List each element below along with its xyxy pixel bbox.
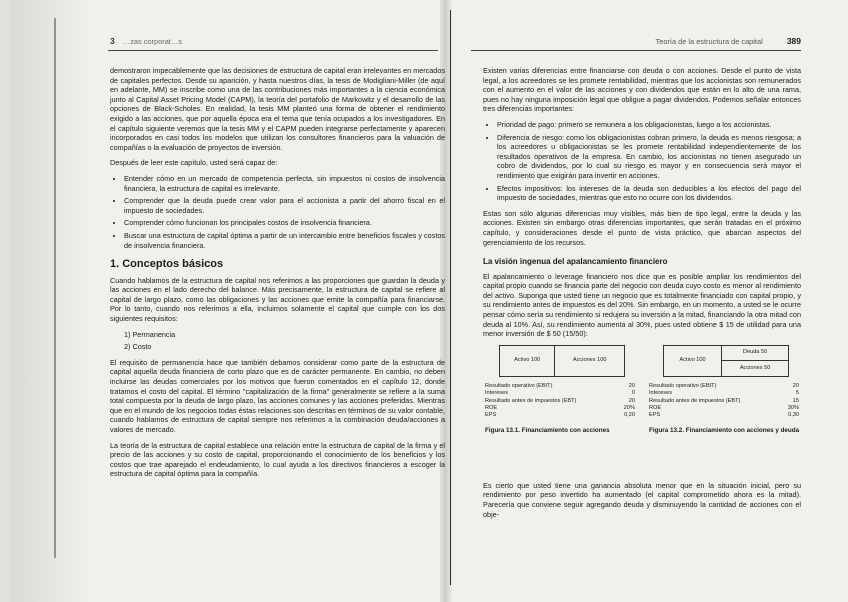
figure-13-2 (649, 345, 799, 436)
left-running-head (110, 36, 182, 46)
row-label: Resultado antes de impuestos (EBT) (485, 397, 577, 404)
paragraph: La teoría de la estructura de capital establece una relación entre la estructura de capital de la firma y el precio de las acciones y su costo de capital, proporcionando el conocimiento de los beneficios y los costos que trae aparejado el endeudamiento, lo cual ayuda a los directivos financieros a escoger la estructura de capital óptima para la compañía. (110, 440, 445, 479)
row-value: 15 (792, 397, 799, 404)
row-value: 5 (795, 390, 799, 397)
list-item: • Prioridad de pago: primero se remunera a los obligacionistas, luego a los accionistas. (497, 120, 801, 130)
table-row (485, 405, 635, 412)
paragraph: Después de leer este capítulo, usted será capaz de: (110, 158, 278, 168)
left-page (110, 0, 445, 602)
differences-list (483, 120, 801, 203)
section-heading: 1. Conceptos básicos (110, 258, 224, 271)
table-row (649, 398, 799, 405)
row-label: EPS (485, 412, 497, 419)
list-item: • Entender cómo en un mercado de competencia perfecta, sin impuestos ni costos de insolvencia financiera, la estructura de capital es irrelevante. (124, 174, 445, 193)
paragraph: El requisito de permanencia hace que también debamos considerar como parte de la estructura de capital aquella deuda financiera de corto plazo que es de carácter permanente. En cambio, no deben incluirse las deudas comerciales por los motivos que fueron comentados en el capítulo 12, donde tratamos el costo del capital. El término "capitalización de la firma" generalmente se refiere a la suma total compuesta por la deuda de largo plazo, las acciones comunes y las acciones preferidas. Mientras que en el mundo de los negocios todas éstas relaciones son descritas en términos de su valor contable, cuando hablamos de estructura de capital siempre nos referimos a la combinación deuda/acciones a valores de mercado. (110, 357, 445, 434)
balance-table (663, 345, 789, 377)
table-row (485, 412, 635, 419)
left-page-number: 3 (110, 36, 115, 46)
right-running-head (656, 36, 801, 46)
figure-caption: Figura 13.1. Financiamiento con acciones (485, 426, 610, 434)
list-item: 1) Permanencia (124, 329, 176, 339)
table-row (649, 390, 799, 397)
list-item: • Buscar una estructura de capital óptima a partir de un intercambio entre beneficios fiscales y costos de insolvencia financiera. (124, 231, 445, 250)
assets-cell: Activo 100 (664, 345, 722, 376)
left-running-title: …zas corporat…s (122, 37, 182, 46)
left-header-rule (108, 50, 438, 51)
debt-cell: Deuda 50 (722, 345, 789, 361)
subsection-heading: La visión ingenua del apalancamiento financiero (483, 257, 668, 267)
table-row (485, 383, 635, 390)
paragraph: El apalancamiento o leverage financiero nos dice que es posible ampliar los rendimientos del capital propio cuando se financia parte del negocio con deuda cuyo costo es menor al rendimiento del activo. Suponga que usted tiene un negocio que es totalmente financiado con capital propio, y su rendimiento antes de impuestos es del 20%. Sin embargo, en un momento, a usted se le ocurre pensar cómo sería su rendimiento si redujera su inversión a la mitad, financiando la otra mitad con deuda al 10%. Así, su rendimiento aumenta al 30%, pues usted obtiene $ 15 de utilidad para una menor inversión de $ 50 (15/50): (483, 271, 801, 339)
figure-caption: Figura 13.2. Financiamiento con acciones y deuda (649, 426, 800, 434)
right-page (483, 0, 801, 602)
paragraph: Estas son sólo algunas diferencias muy visibles, más bien de tipo legal, entre la deuda y las acciones. Existen sin embargo otras diferencias importantes, que serán tratadas en el próximo capítulo, y consideraciones desde el punto de vista práctico, que abarcan aspectos del gerenciamiento de los recursos. (483, 208, 801, 247)
list-item: • Efectos impositivos: los intereses de la deuda son deducibles a los efectos del pago del impuesto de sociedades, mientras que esto no ocurre con los dividendos. (497, 184, 801, 203)
gutter-line (450, 10, 451, 585)
table-row (485, 390, 635, 397)
row-value: 0 (631, 390, 635, 397)
row-value: 20 (628, 397, 635, 404)
row-label: Intereses (485, 390, 509, 397)
balance-table (499, 345, 625, 377)
row-label: Resultado operativo (EBIT) (485, 382, 553, 389)
assets-cell: Activo 100 (500, 345, 555, 376)
right-page-body (483, 66, 801, 525)
page-shadow (10, 0, 90, 602)
left-page-body (110, 66, 445, 485)
table-row (649, 383, 799, 390)
list-item: • Diferencia de riesgo: como los obligacionistas cobran primero, la deuda es menos riesgosa; a los acreedores u obligacionistas se les promete rentabilidad independientemente de los resultados operativos de la empresa. En cambio, los accionistas no tienen asegurado un cobro de dividendos, por lo cual su riesgo es mayor y en consecuencia será mayor el rendimiento que exigirán para invertir en acciones. (497, 133, 801, 181)
equity-cell: Acciones 100 (555, 345, 625, 376)
row-value: 30% (787, 405, 799, 412)
binding-mark (54, 18, 56, 558)
paragraph: Existen varias diferencias entre financiarse con deuda o con acciones. Desde el punto de vista legal, a los acreedores se les promete rentabilidad, mientras que los accionistas son remunerados con el aumento en el valor de las acciones y con dividendos que están en lo alto de una rama, pues no hay ninguna imposición legal que obligue a pagar dividendos. Podemos señalar entonces tres diferencias importantes: (483, 66, 801, 114)
list-item: • Comprender que la deuda puede crear valor para el accionista a partir del ahorro fiscal en el impuesto de sociedades. (124, 196, 445, 215)
right-running-title: Teoría de la estructura de capital (655, 37, 763, 46)
table-row (649, 405, 799, 412)
row-label: Resultado operativo (EBIT) (649, 382, 717, 389)
row-label: EPS (649, 412, 661, 419)
list-item: 2) Costo (124, 342, 152, 352)
row-value: 0,20 (624, 412, 635, 419)
list-item: • Comprender cómo funcionan los principales costos de insolvencia financiera. (124, 218, 445, 228)
paragraph: Cuando hablamos de la estructura de capital nos referimos a las proporciones que guardan la deuda y las acciones en el lado derecho del balance. Más precisamente, la estructura de capital se refiere al capital de largo plazo, como las obligaciones y las acciones que emite la compañía para financiarse. Por lo tanto, cuando nos referimos a ella, incluimos solamente el capital que cumple con los dos siguientes requisitos: (110, 275, 445, 324)
objectives-list (110, 174, 445, 250)
paragraph: demostraron impecablemente que las decisiones de estructura de capital eran irrelevantes en mercados de capitales perfectos. Desde su aparición, y hasta nuestros días, la tesis de Modigliani-Miller (de aquí en adelante, MM) se inscribe como una de las contribuciones más importantes a la ciencia económica junto al Capital Asset Pricing Model (CAPM), la teoría del portafolio de Markowitz y el desarrollo de las opciones de Black-Scholes. En realidad, la tesis MM planteó una forma de obtener el rendimiento exigido a las acciones, que por aquella época era el tema que tenía ocupados a los investigadores. En el capítulo siguiente veremos que la tesis MM y el CAPM pueden integrarse perfectamente y aparecen incorporados en casi todos los modelos que utilizan los consultores financieros para la valuación de compañías o la evaluación de proyectos de inversión. (110, 66, 445, 152)
figure-13-1 (485, 345, 635, 436)
row-value: 20% (623, 405, 635, 412)
right-header-rule (471, 50, 801, 51)
row-value: 20 (792, 382, 799, 389)
row-value: 20 (628, 382, 635, 389)
row-label: ROE (649, 405, 662, 412)
equity-cell: Acciones 50 (722, 361, 789, 377)
paragraph: Es cierto que usted tiene una ganancia absoluta menor que en la situación inicial, pero su rendimiento por peso invertido ha aumentado (el capital comprometido ahora es la mitad). Parecería que conviene seguir agregando deuda y disminuyendo la cantidad de acciones con el obje- (483, 480, 801, 519)
table-row (649, 412, 799, 419)
results-table (485, 383, 635, 420)
results-table (649, 383, 799, 420)
figures (483, 345, 801, 481)
requirements-list (110, 330, 445, 352)
row-label: Intereses (649, 390, 673, 397)
row-label: ROE (485, 405, 498, 412)
row-label: Resultado antes de impuestos (EBT) (649, 397, 741, 404)
row-value: 0,30 (788, 412, 799, 419)
right-page-number: 389 (786, 36, 801, 46)
table-row (485, 398, 635, 405)
